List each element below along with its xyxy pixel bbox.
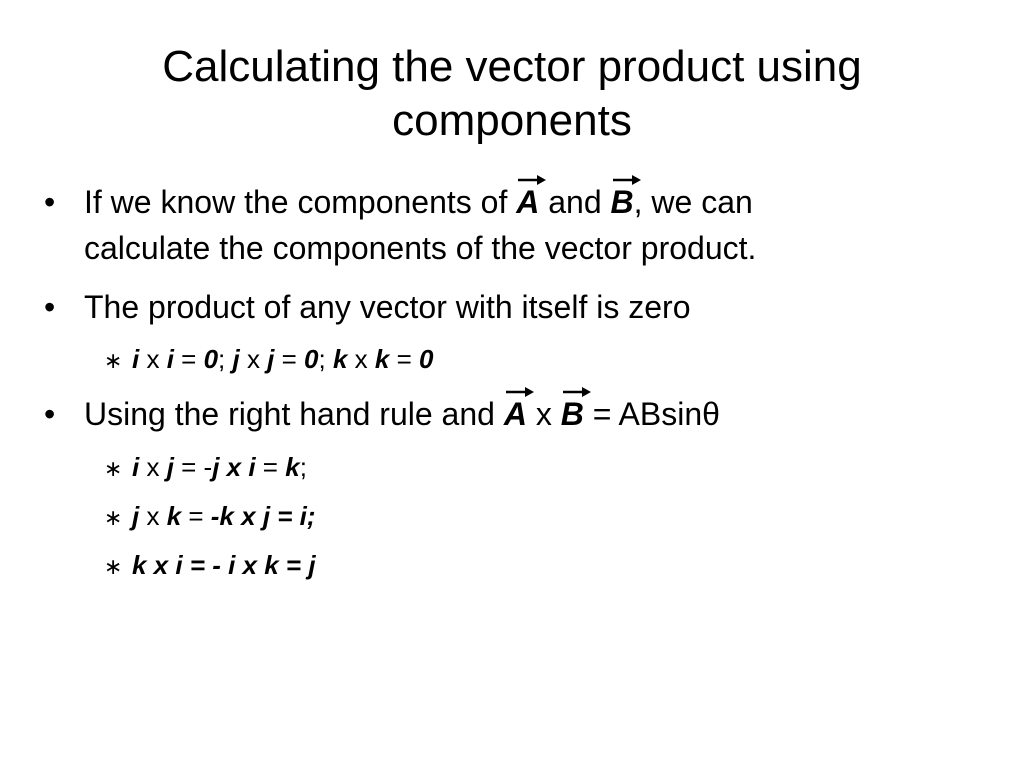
separator: ;: [318, 344, 333, 374]
cross-symbol: x: [347, 344, 375, 374]
sub-bullet-text: k x i = - i x k = j: [132, 550, 316, 580]
vector-b: [561, 392, 584, 436]
unit-j: j: [232, 344, 240, 374]
sub-bullet-self-products: [104, 342, 434, 378]
sub-bullet-k-cross-i: [104, 548, 316, 584]
cross-symbol: x: [526, 396, 561, 432]
cross-symbol: x: [139, 344, 167, 374]
bullet-text-part: and: [539, 184, 611, 220]
equals-symbol: =: [274, 344, 305, 374]
vector-b: [611, 180, 634, 224]
bullet-text: calculate the components of the vector product.: [84, 230, 757, 266]
equals-symbol: =: [181, 501, 211, 531]
unit-k: k: [166, 501, 182, 531]
bullet-self-product: [44, 285, 691, 329]
sub-bullet-marker: ∗: [104, 505, 123, 530]
bullet-text: [84, 180, 753, 224]
bullet-text-part: = ABsinθ: [583, 396, 720, 432]
sub-bullet-marker: ∗: [104, 348, 123, 373]
unit-i: i: [166, 344, 174, 374]
equals-symbol: = -: [173, 452, 213, 482]
bullet-marker: •: [44, 184, 56, 220]
equals-symbol: =: [255, 452, 286, 482]
unit-j: j: [132, 501, 140, 531]
sub-bullet-i-cross-j: [104, 450, 307, 486]
bullet-right-hand-rule: [44, 392, 720, 436]
unit-k: k: [332, 344, 348, 374]
bullet-marker: •: [44, 396, 56, 432]
cross-symbol: x: [139, 452, 167, 482]
vector-a: [504, 392, 527, 436]
vector-a: [516, 180, 539, 224]
vector-a-label: A: [516, 184, 540, 220]
bullet-text-part: If we know the components of: [84, 184, 517, 220]
sub-bullet-marker: ∗: [104, 456, 123, 481]
sub-bullet-marker: ∗: [104, 554, 123, 579]
expression: j x i: [212, 452, 256, 482]
sub-bullet-j-cross-k: [104, 499, 316, 535]
equals-symbol: =: [173, 344, 204, 374]
vector-arrow-icon: [562, 386, 590, 398]
bullet-text: The product of any vector with itself is zero: [84, 289, 691, 325]
unit-j: j: [166, 452, 174, 482]
unit-k: k: [374, 344, 390, 374]
equals-symbol: =: [389, 344, 419, 374]
sub-bullet-text: [132, 342, 433, 376]
vector-arrow-icon: [517, 174, 545, 186]
vector-b-label: B: [610, 184, 634, 220]
unit-i: i: [132, 452, 140, 482]
sub-bullet-text: [132, 499, 316, 533]
sub-bullet-text: [132, 450, 307, 484]
vector-arrow-icon: [612, 174, 640, 186]
unit-k: k: [285, 452, 300, 482]
bullet-text: [84, 392, 720, 436]
bullet-text-part: Using the right hand rule and: [84, 396, 504, 432]
bullet-marker: •: [44, 289, 56, 325]
separator: ;: [218, 344, 233, 374]
zero: 0: [419, 344, 434, 374]
vector-b-label: B: [560, 396, 584, 432]
slide-title: [60, 40, 964, 148]
separator: ;: [299, 452, 307, 482]
cross-symbol: x: [239, 344, 268, 374]
title-line-1: Calculating the vector product using: [162, 42, 862, 91]
zero: 0: [304, 344, 319, 374]
unit-j: j: [267, 344, 275, 374]
title-line-2: components: [392, 96, 632, 145]
bullet-text-part: , we can: [633, 184, 753, 220]
zero: 0: [203, 344, 219, 374]
expression: -k x j = i;: [210, 501, 316, 531]
bullet-components: [44, 180, 753, 224]
unit-i: i: [132, 344, 140, 374]
cross-symbol: x: [139, 501, 167, 531]
vector-arrow-icon: [505, 386, 533, 398]
vector-a-label: A: [503, 396, 527, 432]
